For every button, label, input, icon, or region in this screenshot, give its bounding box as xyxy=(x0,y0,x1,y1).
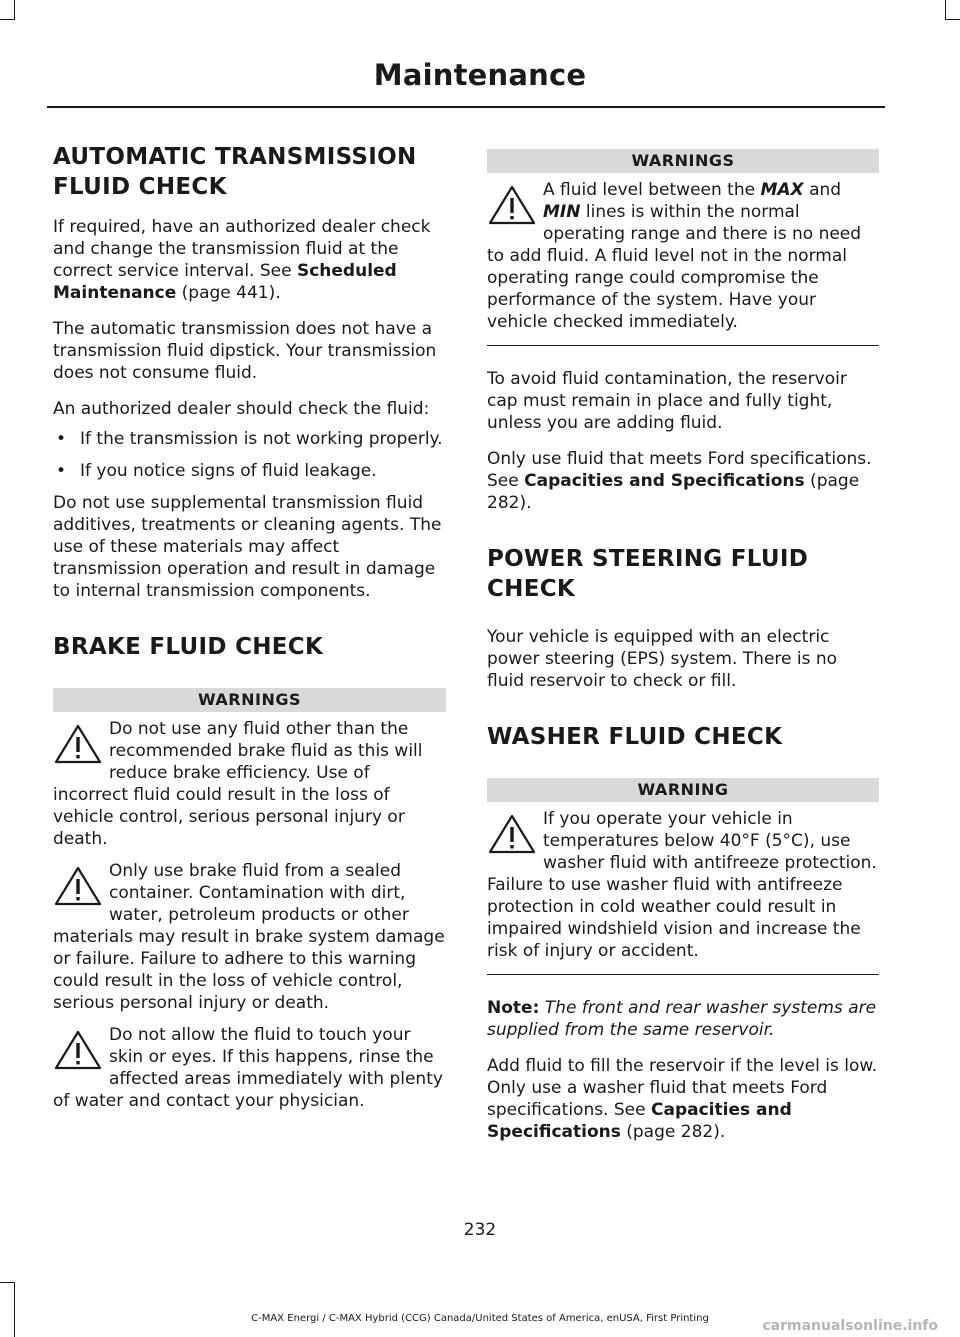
list-item: • If you notice signs of fluid leakage. xyxy=(53,460,446,482)
header-rule xyxy=(47,106,885,108)
right-column xyxy=(487,149,879,1143)
paragraph: Do not use supplemental transmission fluid additives, treatments or cleaning agents. The use of these materials may affect transmission operation and result in damage to internal transmission components. xyxy=(53,493,442,601)
crop-mark xyxy=(0,19,15,20)
footer-text: C-MAX Energi / C-MAX Hybrid (CCG) Canada/United States of America, enUSA, First Printing xyxy=(251,1313,709,1324)
crop-mark xyxy=(945,0,946,20)
warnings-header: WARNINGS xyxy=(53,688,446,712)
page-number: 232 xyxy=(463,1220,497,1240)
crop-mark xyxy=(14,0,15,20)
left-column xyxy=(53,142,446,1112)
paragraph: Your vehicle is equipped with an electric power steering (EPS) system. There is no fluid reservoir to check or fill. xyxy=(487,627,838,691)
watermark: carmanualsonline.info xyxy=(762,1318,938,1334)
section-title-brake-fluid: BRAKE FLUID CHECK xyxy=(53,634,324,660)
cross-reference-link[interactable]: Scheduled Maintenance xyxy=(53,261,397,303)
warning-header: WARNING xyxy=(487,778,879,802)
warning-triangle-icon xyxy=(53,722,103,766)
warning-triangle-icon xyxy=(487,183,537,227)
warnings-header: WARNINGS xyxy=(487,149,879,173)
list-item: • If the transmission is not working properly. xyxy=(53,428,446,450)
warning-item: Do not allow the fluid to touch your skin or eyes. If this happens, rinse the affected areas immediately with plenty of water and contact your physician. xyxy=(53,1025,443,1111)
warning-triangle-icon xyxy=(487,812,537,856)
crop-mark xyxy=(0,1282,15,1283)
paragraph: To avoid fluid contamination, the reservoir cap must remain in place and fully tight, unless you are adding fluid. xyxy=(487,369,847,433)
paragraph: The automatic transmission does not have a transmission fluid dipstick. Your transmission does not consume fluid. xyxy=(53,319,437,383)
paragraph: Add fluid to fill the reservoir if the level is low. Only use a washer fluid that meets Ford specifications. See Capacities and Specifications (page 282). xyxy=(487,1056,878,1142)
cross-reference-link[interactable]: Capacities and Specifications xyxy=(487,1100,792,1142)
crop-mark xyxy=(945,19,960,20)
cross-reference-link[interactable]: Capacities and Specifications xyxy=(524,471,805,491)
bullet-list xyxy=(53,428,446,482)
warning-triangle-icon xyxy=(53,864,103,908)
crop-mark xyxy=(14,1282,15,1337)
section-title-washer-fluid: WASHER FLUID CHECK xyxy=(487,724,783,750)
warning-item: A fluid level between the MAX and MIN lines is within the normal operating range and there is no need to add fluid. A fluid level not in the normal operating range could compromise the performance of the system. Have your vehicle checked immediately. xyxy=(487,180,862,332)
section-title-transmission: AUTOMATIC TRANSMISSION FLUID CHECK xyxy=(53,144,417,200)
paragraph: An authorized dealer should check the fluid: xyxy=(53,399,430,419)
paragraph: Only use fluid that meets Ford specifications. See Capacities and Specifications (page 282). xyxy=(487,449,872,513)
warning-item: If you operate your vehicle in temperatures below 40°F (5°C), use washer fluid with antifreeze protection. Failure to use washer fluid with antifreeze protection in cold weather could result in impaired windshield vision and increase the risk of injury or accident. xyxy=(487,809,877,961)
section-title-power-steering: POWER STEERING FLUID CHECK xyxy=(487,546,809,602)
page-header-title: Maintenance xyxy=(373,58,587,92)
warning-item: Do not use any fluid other than the recommended brake fluid as this will reduce brake efficiency. Use of incorrect fluid could result in the loss of vehicle control, serious personal injury or death. xyxy=(53,719,423,849)
warning-item: Only use brake fluid from a sealed container. Contamination with dirt, water, petroleum products or other materials may result in brake system damage or failure. Failure to adhere to this warning could result in the loss of vehicle control, serious personal injury or death. xyxy=(53,861,445,1013)
note-paragraph: Note: The front and rear washer systems are supplied from the same reservoir. xyxy=(487,998,877,1040)
paragraph: If required, have an authorized dealer check and change the transmission fluid at the correct service interval. See Scheduled Maintenance (page 441). xyxy=(53,217,431,303)
warning-triangle-icon xyxy=(53,1028,103,1072)
